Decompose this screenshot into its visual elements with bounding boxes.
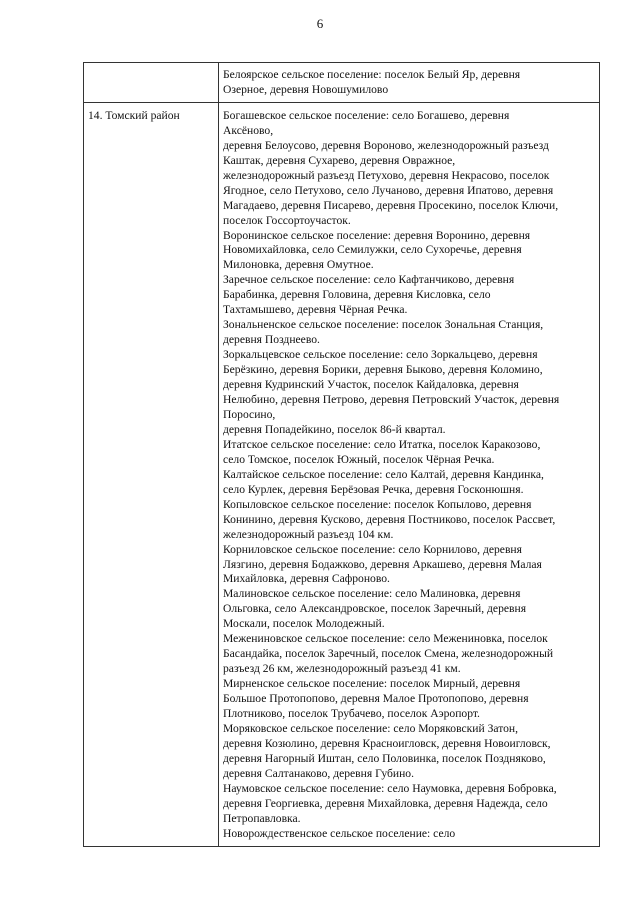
text-line: Тахтамышево, деревня Чёрная Речка.: [223, 303, 408, 317]
text-line: деревня Попадейкино, поселок 86-й квартал.: [223, 422, 446, 436]
text-line: разъезд 26 км, железнодорожный разъезд 41 км.: [223, 662, 461, 676]
text-line: Нелюбино, деревня Петрово, деревня Петровский Участок, деревня: [223, 393, 560, 407]
text-line: деревня Кудринский Участок, поселок Кайдаловка, деревня: [223, 378, 519, 392]
text-line: Ягодное, село Петухово, село Лучаново, деревня Ипатово, деревня: [223, 183, 554, 197]
text-line: Богашевское сельское поселение: село Богашево, деревня: [223, 108, 510, 122]
text-line: Басандайка, поселок Заречный, поселок Смена, железнодорожный: [223, 647, 554, 661]
text-line: Новорождественское сельское поселение: село: [223, 826, 456, 840]
text-line: Петропавловка.: [223, 811, 301, 825]
text-line: Михайловка, деревня Сафроново.: [223, 572, 390, 586]
table-row: [84, 102, 600, 846]
district-cell: [84, 63, 219, 103]
settlements-table: [83, 62, 600, 847]
page-number: 6: [316, 16, 324, 31]
text-line: Конинино, деревня Кусково, деревня Постниково, поселок Рассвет,: [223, 512, 556, 526]
settlements-cell: [219, 63, 600, 103]
text-line: Мирненское сельское поселение: поселок Мирный, деревня: [223, 677, 521, 691]
text-line: Калтайское сельское поселение: село Калтай, деревня Кандинка,: [223, 467, 544, 481]
settlements-cell: [219, 102, 600, 846]
text-line: Аксёново,: [223, 123, 274, 137]
text-line: железнодорожный разъезд 104 км.: [223, 527, 394, 541]
text-line: железнодорожный разъезд Петухово, деревня Некрасово, поселок: [223, 168, 550, 182]
text-line: Итатское сельское поселение: село Итатка, поселок Каракозово,: [223, 437, 541, 451]
text-line: село Курлек, деревня Берёзовая Речка, деревня Госконюшня.: [223, 482, 524, 496]
text-line: деревня Салтанаково, деревня Губино.: [223, 766, 415, 780]
text-line: Наумовское сельское поселение: село Наумовка, деревня Бобровка,: [223, 781, 557, 795]
text-line: Каштак, деревня Сухарево, деревня Овражное,: [223, 153, 456, 167]
text-line: Лязгино, деревня Бодажково, деревня Аркашево, деревня Малая: [223, 557, 542, 571]
text-line: Берёзкино, деревня Борики, деревня Быково, деревня Коломино,: [223, 363, 543, 377]
text-line: Корниловское сельское поселение: село Корнилово, деревня: [223, 542, 522, 556]
text-line: Белоярское сельское поселение: поселок Белый Яр, деревня: [223, 68, 521, 81]
text-line: поселок Госсортоучасток.: [223, 213, 351, 227]
text-line: деревня Георгиевка, деревня Михайловка, деревня Надежда, село: [223, 796, 548, 810]
district-cell: 14. Томский район: [84, 102, 219, 846]
text-line: Копыловское сельское поселение: поселок Копылово, деревня: [223, 497, 532, 511]
text-line: Моряковское сельское поселение: село Моряковский Затон,: [223, 721, 519, 735]
table-row: [84, 63, 600, 103]
text-line: Поросино,: [223, 407, 276, 421]
text-line: деревня Нагорный Иштан, село Половинка, поселок Поздняково,: [223, 751, 546, 765]
text-line: Магадаево, деревня Писарево, деревня Просекино, поселок Ключи,: [223, 198, 559, 212]
text-line: Межениновское сельское поселение: село Межениновка, поселок: [223, 632, 548, 646]
text-line: Барабинка, деревня Головина, деревня Кисловка, село: [223, 288, 491, 302]
text-line: деревня Позднеево.: [223, 333, 320, 347]
text-line: Плотниково, поселок Трубачево, поселок Аэропорт.: [223, 707, 480, 721]
text-line: Зональненское сельское поселение: поселок Зональная Станция,: [223, 318, 544, 332]
text-line: Большое Протопопово, деревня Малое Протопопово, деревня: [223, 692, 529, 706]
text-line: Милоновка, деревня Омутное.: [223, 258, 374, 272]
text-line: Воронинское сельское поселение: деревня Воронино, деревня: [223, 228, 531, 242]
text-line: село Томское, поселок Южный, поселок Чёрная Речка.: [223, 452, 495, 466]
text-line: Москали, поселок Молодежный.: [223, 617, 385, 631]
text-line: Малиновское сельское поселение: село Малиновка, деревня: [223, 587, 521, 601]
text-line: деревня Козюлино, деревня Красноигловск, деревня Новоигловск,: [223, 736, 551, 750]
text-line: Зоркальцевское сельское поселение: село Зоркальцево, деревня: [223, 348, 538, 362]
text-line: Озерное, деревня Новошумилово: [223, 82, 389, 96]
text-line: деревня Белоусово, деревня Вороново, железнодорожный разъезд: [223, 138, 549, 152]
text-line: Ольговка, село Александровское, поселок Заречный, деревня: [223, 602, 527, 616]
text-line: Заречное сельское поселение: село Кафтанчиково, деревня: [223, 273, 515, 287]
text-line: Новомихайловка, село Семилужки, село Сухоречье, деревня: [223, 243, 522, 257]
